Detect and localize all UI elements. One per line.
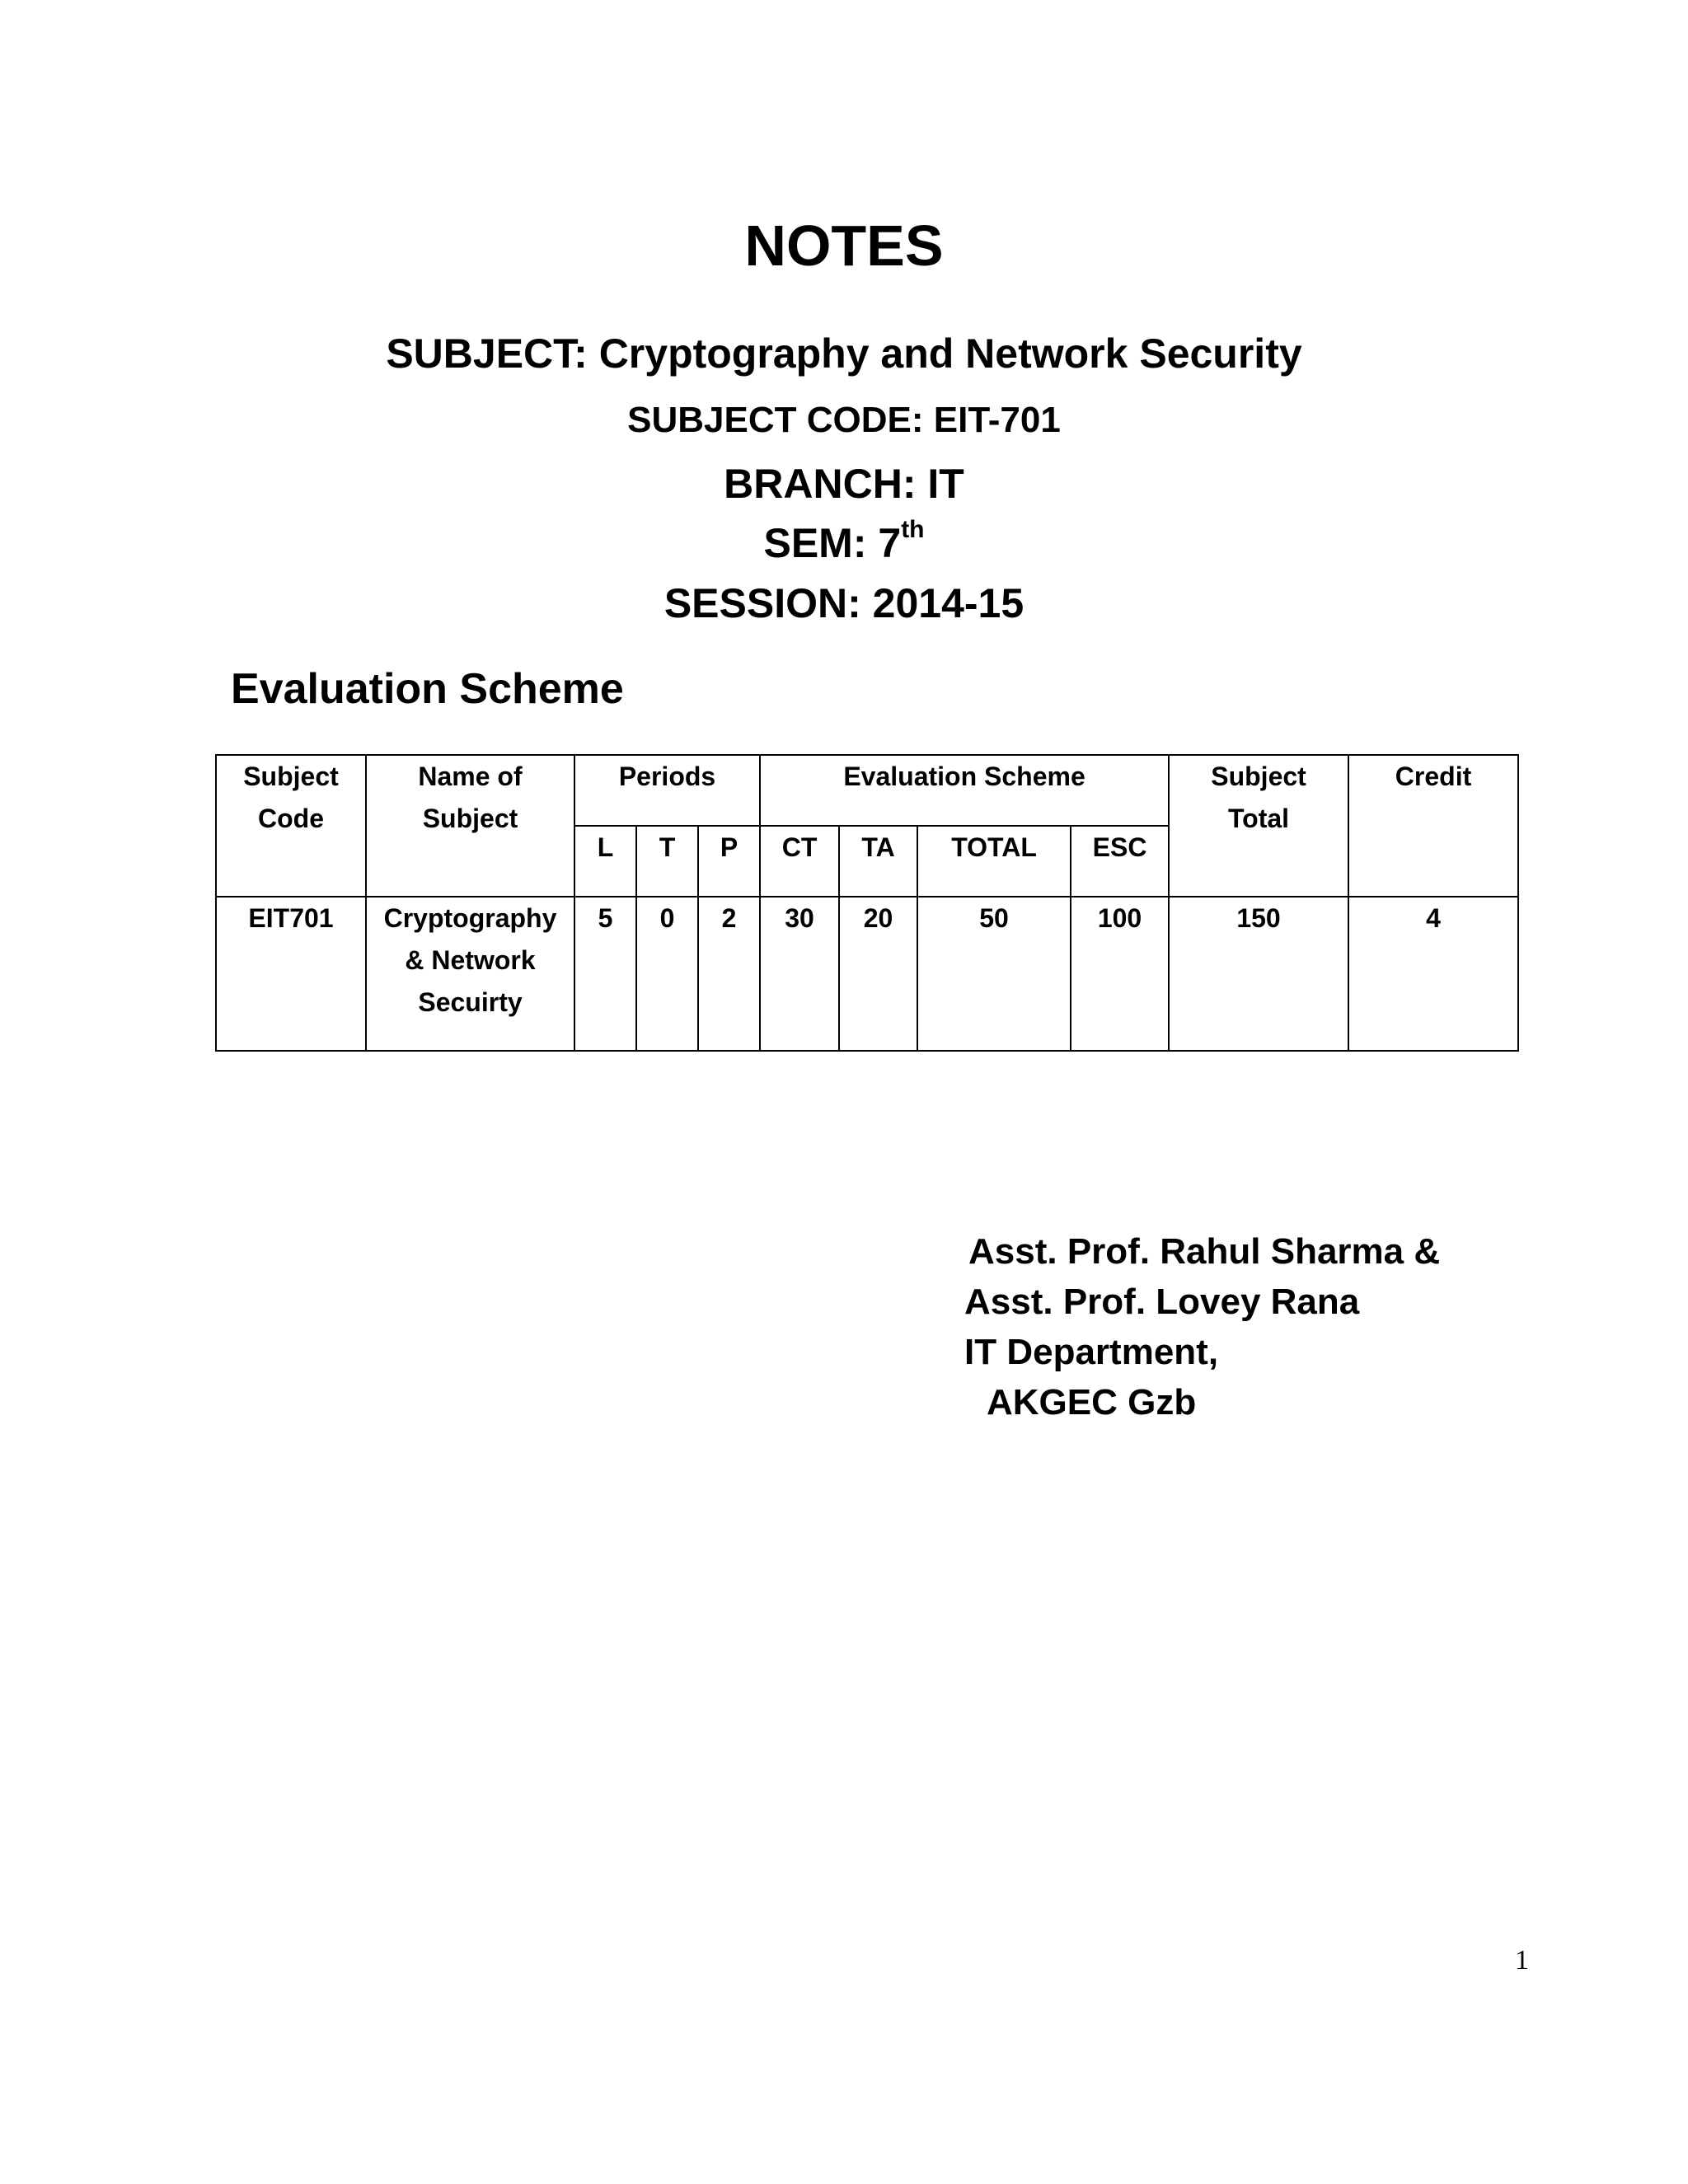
cell-l: 5 bbox=[574, 897, 636, 1051]
document-title: NOTES bbox=[744, 213, 944, 278]
signature-line: AKGEC Gzb bbox=[987, 1382, 1197, 1422]
signature-block bbox=[964, 1226, 1440, 1427]
semester-text: SEM: 7 bbox=[763, 520, 902, 566]
semester-line bbox=[0, 516, 1688, 567]
subheader-p: P bbox=[698, 826, 760, 897]
subheader-total: TOTAL bbox=[917, 826, 1071, 897]
table-header-row bbox=[216, 755, 1518, 826]
header-text: Subject bbox=[1211, 762, 1306, 791]
subject-line: SUBJECT: Cryptography and Network Security bbox=[386, 330, 1302, 377]
semester-ordinal-suffix: th bbox=[901, 516, 925, 543]
header-name-of-subject bbox=[366, 755, 574, 897]
header-periods: Periods bbox=[574, 755, 760, 826]
header-credit: Credit bbox=[1348, 755, 1518, 897]
cell-ta: 20 bbox=[839, 897, 917, 1051]
header-subject-total bbox=[1169, 755, 1348, 897]
header-evaluation-scheme: Evaluation Scheme bbox=[760, 755, 1169, 826]
header-text: Name of bbox=[418, 762, 523, 791]
cell-t: 0 bbox=[636, 897, 698, 1051]
cell-p: 2 bbox=[698, 897, 760, 1051]
page-number: 1 bbox=[1515, 1945, 1529, 1975]
cell-ct: 30 bbox=[760, 897, 839, 1051]
signature-line: Asst. Prof. Lovey Rana bbox=[964, 1282, 1360, 1322]
subheader-l: L bbox=[574, 826, 636, 897]
cell-text: & Network bbox=[405, 945, 536, 975]
header-subject-code bbox=[216, 755, 366, 897]
evaluation-scheme-heading: Evaluation Scheme bbox=[231, 665, 624, 713]
branch-line: BRANCH: IT bbox=[724, 461, 964, 507]
cell-text: Secuirty bbox=[418, 987, 523, 1017]
subheader-ta: TA bbox=[839, 826, 917, 897]
cell-esc: 100 bbox=[1071, 897, 1169, 1051]
cell-subject-code: EIT701 bbox=[216, 897, 366, 1051]
header-text: Subject bbox=[243, 762, 339, 791]
subject-code-line: SUBJECT CODE: EIT-701 bbox=[627, 400, 1061, 440]
cell-total: 50 bbox=[917, 897, 1071, 1051]
subheader-ct: CT bbox=[760, 826, 839, 897]
header-text: Subject bbox=[422, 804, 518, 833]
cell-subject-total: 150 bbox=[1169, 897, 1348, 1051]
header-text: Total bbox=[1228, 804, 1290, 833]
signature-line: IT Department, bbox=[964, 1332, 1219, 1372]
header-text: Code bbox=[258, 804, 324, 833]
signature-line: Asst. Prof. Rahul Sharma & bbox=[968, 1231, 1441, 1272]
session-line: SESSION: 2014-15 bbox=[663, 580, 1025, 626]
cell-subject-name bbox=[366, 897, 574, 1051]
evaluation-scheme-table bbox=[215, 754, 1519, 1052]
cell-credit: 4 bbox=[1348, 897, 1518, 1051]
subheader-esc: ESC bbox=[1071, 826, 1169, 897]
subheader-t: T bbox=[636, 826, 698, 897]
table-row bbox=[216, 897, 1518, 1051]
cell-text: Cryptography bbox=[383, 903, 557, 933]
